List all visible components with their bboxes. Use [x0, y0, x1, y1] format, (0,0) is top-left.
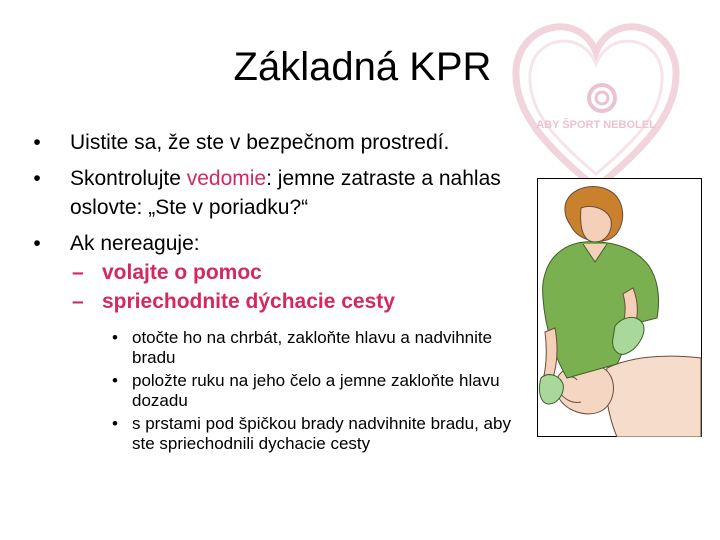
dash-glyph: – — [72, 290, 84, 313]
bullet-text: Uistite sa, že ste v bezpečnom prostredí. — [70, 131, 450, 154]
bullet-safety — [22, 128, 522, 157]
cpr-illustration — [537, 178, 702, 437]
bullet-glyph: • — [33, 167, 41, 190]
bullet-consciousness — [22, 164, 522, 222]
bullet-text: Ak nereaguje: — [70, 232, 200, 255]
heart-logo — [508, 18, 684, 198]
bullet-list — [22, 128, 522, 457]
airway-step — [22, 414, 522, 454]
bullet-text-after: : jemne zatraste a nahlas oslovte: „Ste v poriadku?“ — [70, 167, 501, 219]
sub-bullet-call-help — [22, 258, 522, 287]
slide-title: Základná KPR — [233, 45, 492, 89]
airway-steps — [22, 328, 522, 454]
patient-body — [606, 356, 701, 437]
bullet-glyph: • — [33, 232, 41, 255]
airway-step — [22, 328, 522, 368]
airway-step-text: otočte ho na chrbát, zakloňte hlavu a nadvihnite bradu — [132, 328, 493, 367]
sub-bullet-text: volajte o pomoc — [102, 261, 262, 284]
bullet-glyph: • — [33, 131, 41, 154]
sub-bullet-airway — [22, 287, 522, 316]
bullet-glyph: • — [112, 328, 118, 347]
bullet-glyph: • — [112, 371, 118, 390]
airway-step — [22, 371, 522, 411]
dash-glyph: – — [72, 261, 84, 284]
airway-step-text: položte ruku na jeho čelo a jemne zakloňte hlavu dozadu — [132, 371, 500, 410]
airway-step-text: s prstami pod špičkou brady nadvihnite bradu, aby ste spriechodnili dychacie cesty — [132, 414, 511, 453]
logo-text: ABY ŠPORT NEBOLEL — [536, 119, 656, 131]
bullet-no-response — [22, 229, 522, 258]
logo-ring-icon — [589, 85, 615, 111]
sub-bullet-text: spriechodnite dýchacie cesty — [102, 290, 395, 313]
bullet-glyph: • — [112, 414, 118, 433]
highlight-vedomie: vedomie — [186, 167, 267, 190]
bullet-text-before: Skontrolujte — [70, 167, 187, 190]
